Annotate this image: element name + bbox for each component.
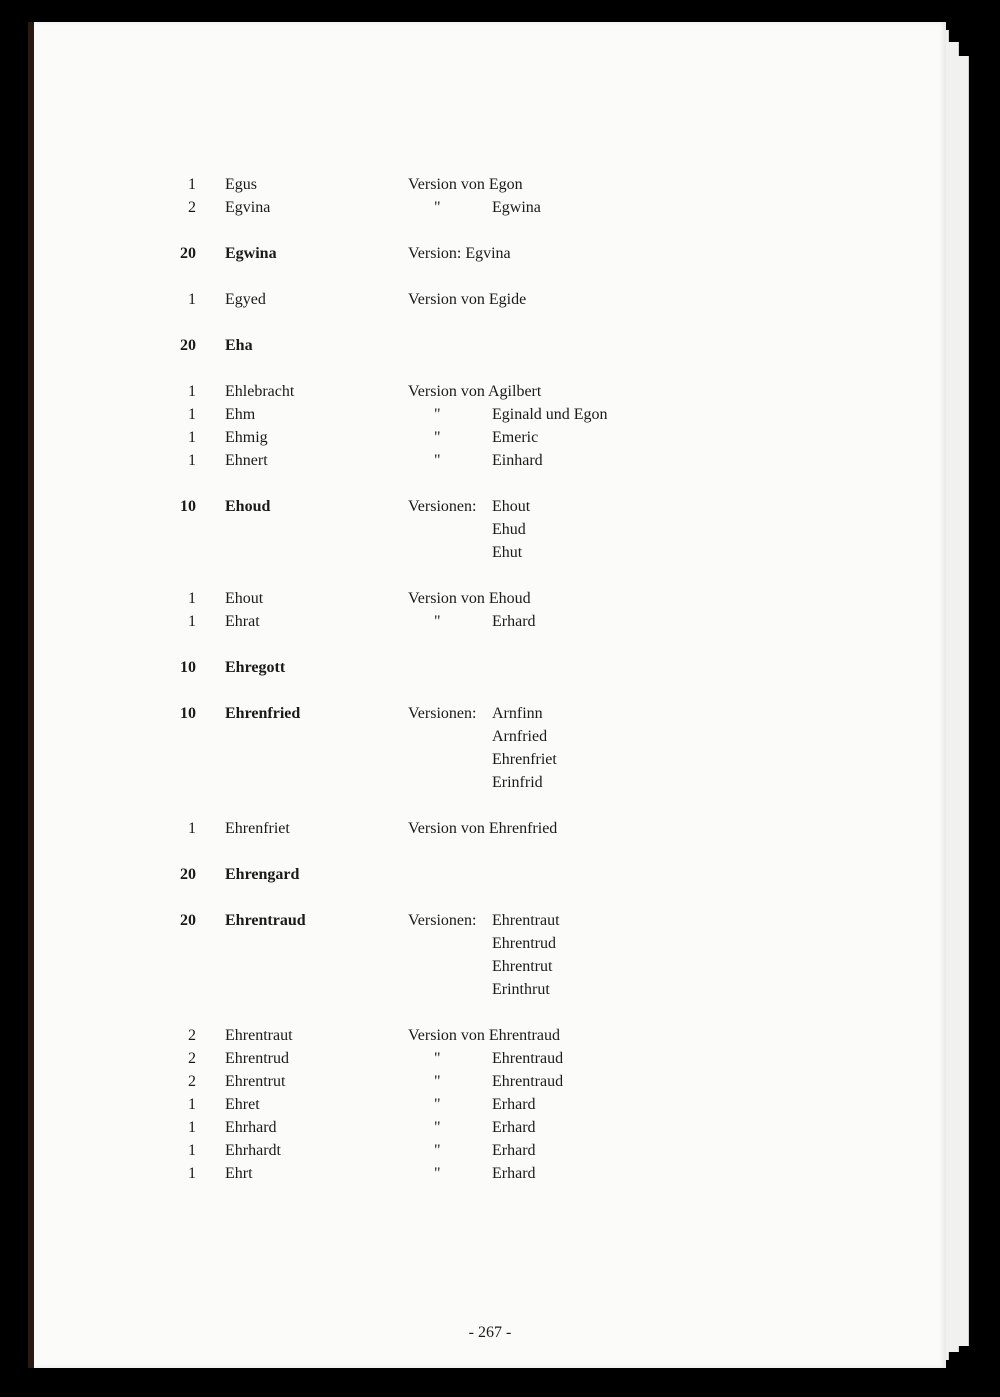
entry-name: Egyed	[225, 291, 266, 308]
entry-name: Ehrhardt	[225, 1142, 281, 1159]
entry-label: Version von Ehrenfried	[408, 820, 558, 837]
entry-count: 10	[180, 705, 196, 722]
index-entry	[34, 288, 946, 311]
entry-count: 1	[188, 1165, 196, 1182]
entry-label: Versionen:	[408, 498, 477, 515]
entry-count: 1	[188, 820, 196, 837]
entry-name: Ehrat	[225, 613, 260, 630]
entry-count: 1	[188, 1142, 196, 1159]
entry-count: 1	[188, 429, 196, 446]
entry-count: 1	[188, 383, 196, 400]
index-entry	[34, 587, 946, 610]
entry-label: Versionen:	[408, 705, 477, 722]
entry-label: Version von Agilbert	[408, 383, 542, 400]
entry-value: Ehrentraud	[492, 1073, 564, 1090]
entry-value: Ehrentraud	[492, 1050, 564, 1067]
entry-label: Version von Ehoud	[408, 590, 531, 607]
index-entry	[34, 1139, 946, 1162]
index-entry	[34, 610, 946, 633]
entry-count: 2	[188, 199, 196, 216]
index-entry	[34, 449, 946, 472]
index-entry	[34, 1093, 946, 1116]
index-entry	[34, 173, 946, 196]
index-entry	[34, 380, 946, 403]
entry-ditto-mark: "	[434, 613, 441, 630]
index-entry	[34, 1116, 946, 1139]
index-entry	[34, 817, 946, 840]
entry-count: 20	[180, 866, 196, 883]
entry-value: Erhard	[492, 1119, 536, 1136]
index-entry	[34, 932, 946, 955]
entry-value: Arnfried	[492, 728, 548, 745]
index-entry	[34, 334, 946, 357]
index-entry	[34, 196, 946, 219]
index-entry	[34, 426, 946, 449]
entry-ditto-mark: "	[434, 1142, 441, 1159]
entry-value: Ehud	[492, 521, 526, 538]
entry-name: Ehrentraut	[225, 1027, 293, 1044]
index-entry	[34, 1162, 946, 1185]
entry-name: Egus	[225, 176, 257, 193]
entry-value: Ehut	[492, 544, 523, 561]
document-page	[28, 22, 946, 1368]
entry-name: Ehmig	[225, 429, 268, 446]
entry-name: Ehrhard	[225, 1119, 277, 1136]
index-entry	[34, 771, 946, 794]
entry-value: Egwina	[492, 199, 541, 216]
entry-name: Ehrenfriet	[225, 820, 290, 837]
entry-name: Ehout	[225, 590, 264, 607]
entry-count: 20	[180, 245, 196, 262]
entry-label: Version von Ehrentraud	[408, 1027, 560, 1044]
entry-label: Versionen:	[408, 912, 477, 929]
entry-value: Ehrentraut	[492, 912, 560, 929]
entry-count: 1	[188, 590, 196, 607]
entry-count: 1	[188, 1096, 196, 1113]
entry-count: 1	[188, 613, 196, 630]
index-entry	[34, 863, 946, 886]
index-entry	[34, 541, 946, 564]
entry-value: Erhard	[492, 1096, 536, 1113]
entry-count: 20	[180, 337, 196, 354]
entry-count: 10	[180, 498, 196, 515]
entry-name: Ehrt	[225, 1165, 253, 1182]
entry-ditto-mark: "	[434, 1050, 441, 1067]
entry-ditto-mark: "	[434, 452, 441, 469]
entry-name: Ehrengard	[225, 866, 300, 883]
entry-count: 2	[188, 1050, 196, 1067]
entry-label: Version: Egvina	[408, 245, 511, 262]
entry-name: Ehret	[225, 1096, 260, 1113]
index-entry	[34, 1024, 946, 1047]
index-entry	[34, 242, 946, 265]
entry-count: 1	[188, 1119, 196, 1136]
entry-ditto-mark: "	[434, 199, 441, 216]
index-entry	[34, 748, 946, 771]
entry-value: Erinfrid	[492, 774, 543, 791]
entry-label: Version von Egide	[408, 291, 527, 308]
entry-name: Ehrentraud	[225, 912, 306, 929]
entry-value: Erhard	[492, 613, 536, 630]
index-entry	[34, 725, 946, 748]
entry-value: Einhard	[492, 452, 543, 469]
page-stack-edge	[958, 56, 969, 1346]
entry-count: 10	[180, 659, 196, 676]
entry-count: 1	[188, 176, 196, 193]
entry-value: Arnfinn	[492, 705, 543, 722]
entry-value: Ehrentrut	[492, 958, 553, 975]
index-entry	[34, 909, 946, 932]
entry-value: Ehrentrud	[492, 935, 556, 952]
entry-ditto-mark: "	[434, 1096, 441, 1113]
index-entry	[34, 955, 946, 978]
entry-value: Ehrenfriet	[492, 751, 557, 768]
index-entry	[34, 1047, 946, 1070]
entry-name: Ehrenfried	[225, 705, 301, 722]
entry-count: 1	[188, 406, 196, 423]
entry-value: Ehout	[492, 498, 531, 515]
entry-ditto-mark: "	[434, 1073, 441, 1090]
entry-name: Eha	[225, 337, 253, 354]
entry-name: Ehrentrut	[225, 1073, 286, 1090]
entry-name: Egvina	[225, 199, 271, 216]
index-entry	[34, 702, 946, 725]
entry-name: Ehoud	[225, 498, 271, 515]
page-number: - 267 -	[468, 1324, 512, 1341]
entry-name: Ehlebracht	[225, 383, 295, 400]
entry-value: Emeric	[492, 429, 539, 446]
entry-ditto-mark: "	[434, 429, 441, 446]
entry-ditto-mark: "	[434, 406, 441, 423]
entry-ditto-mark: "	[434, 1119, 441, 1136]
index-entry	[34, 1070, 946, 1093]
entry-value: Erinthrut	[492, 981, 550, 998]
entry-count: 1	[188, 452, 196, 469]
index-entry	[34, 518, 946, 541]
entry-name: Egwina	[225, 245, 277, 262]
entry-count: 1	[188, 291, 196, 308]
entry-name: Ehm	[225, 406, 256, 423]
entry-name: Ehnert	[225, 452, 268, 469]
entry-label: Version von Egon	[408, 176, 523, 193]
entry-ditto-mark: "	[434, 1165, 441, 1182]
entry-value: Erhard	[492, 1165, 536, 1182]
entry-name: Ehregott	[225, 659, 286, 676]
entry-value: Erhard	[492, 1142, 536, 1159]
index-entry	[34, 403, 946, 426]
entry-count: 2	[188, 1073, 196, 1090]
index-entry	[34, 656, 946, 679]
entry-count: 20	[180, 912, 196, 929]
index-entry	[34, 495, 946, 518]
index-entry	[34, 978, 946, 1001]
entry-value: Eginald und Egon	[492, 406, 608, 423]
entry-count: 2	[188, 1027, 196, 1044]
entry-name: Ehrentrud	[225, 1050, 289, 1067]
